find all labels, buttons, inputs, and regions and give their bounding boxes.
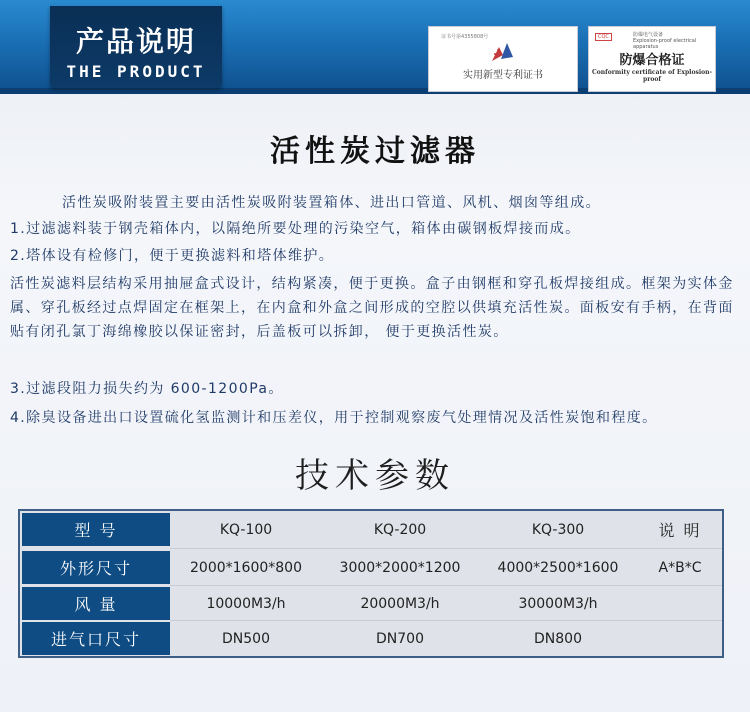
- patent-logo-icon: [489, 39, 519, 65]
- patent-certificate-label: 实用新型专利证书: [463, 70, 543, 81]
- header-title-cn: 产品说明: [75, 25, 196, 58]
- row-divider: [170, 548, 722, 549]
- table-cell: 3000*2000*1200: [339, 559, 461, 576]
- row-divider: [170, 620, 722, 621]
- certificate-org-en: Explosion-proof electrical apparatus: [633, 38, 697, 50]
- certificate-org: [633, 31, 715, 50]
- row-header: 型 号: [22, 513, 170, 546]
- row-header: 外形尺寸: [22, 551, 170, 584]
- table-cell: DN800: [534, 630, 582, 647]
- table-cell: A*B*C: [658, 559, 702, 576]
- table-cell: 20000M3/h: [360, 595, 440, 612]
- point-paragraph: 1.过滤滤料装于钢壳箱体内，以隔绝所要处理的污染空气，箱体由碳钢板焊接而成。: [10, 221, 581, 237]
- certificate-seal-icon: CQC: [595, 33, 612, 41]
- point-paragraph: 2.塔体设有检修门，便于更换滤料和塔体维护。: [10, 248, 335, 264]
- table-cell: DN700: [376, 630, 424, 647]
- header-band: [0, 0, 750, 94]
- table-cell: KQ-300: [531, 521, 585, 538]
- row-divider: [170, 585, 722, 586]
- specs-title: 技术参数: [295, 456, 455, 496]
- table-row: [20, 622, 722, 656]
- certificate-subtitle: Conformity certificate of Explosion-proof: [592, 69, 712, 83]
- table-row: [20, 551, 722, 585]
- header-title-en: THE PRODUCT: [66, 62, 206, 81]
- point-paragraph: 4.除臭设备进出口设置硫化氢监测计和压差仪，用于控制观察废气处理情况及活性炭饱和程度。: [10, 410, 658, 426]
- patent-certificate-number: 证书号第4355808号: [441, 34, 489, 40]
- table-cell: DN500: [222, 630, 270, 647]
- table-cell: 2000*1600*800: [190, 559, 302, 576]
- table-cell: 10000M3/h: [206, 595, 286, 612]
- table-cell: KQ-200: [373, 521, 427, 538]
- point-paragraph: 活性炭滤料层结构采用抽屉盒式设计，结构紧凑，便于更换。盒子由钢框和穿孔板焊接组成。框架为实体金属、穿孔板经过点焊固定在框架上，在内盒和外盒之间形成的空腔以供填充活性炭。面板安有手柄，在背面贴有闭孔氯丁海绵橡胶以保证密封，后盖板可以拆卸， 便于更换活性炭。: [10, 276, 734, 340]
- table-row: [20, 513, 722, 547]
- certificate-title: 防爆合格证: [619, 53, 685, 68]
- table-cell: KQ-100: [219, 521, 273, 538]
- row-header: 风 量: [22, 587, 170, 620]
- table-cell: 30000M3/h: [518, 595, 598, 612]
- header-title-tab: [50, 6, 222, 88]
- table-cell: [638, 587, 722, 620]
- point-paragraph: 3.过滤段阻力损失约为 600-1200Pa。: [10, 381, 284, 397]
- explosion-proof-certificate: [588, 26, 716, 92]
- table-cell: [638, 622, 722, 655]
- patent-certificate: [428, 26, 578, 92]
- product-title: 活性炭过滤器: [270, 134, 480, 169]
- table-cell: 说 明: [658, 521, 702, 540]
- table-cell: 4000*2500*1600: [497, 559, 619, 576]
- row-header: 进气口尺寸: [22, 622, 170, 655]
- certificate-org-cn: 防爆电气设备: [633, 32, 664, 38]
- spec-table: [18, 509, 724, 658]
- table-row: [20, 587, 722, 621]
- intro-paragraph: 活性炭吸附装置主要由活性炭吸附装置箱体、进出口管道、风机、烟囱等组成。: [62, 195, 601, 211]
